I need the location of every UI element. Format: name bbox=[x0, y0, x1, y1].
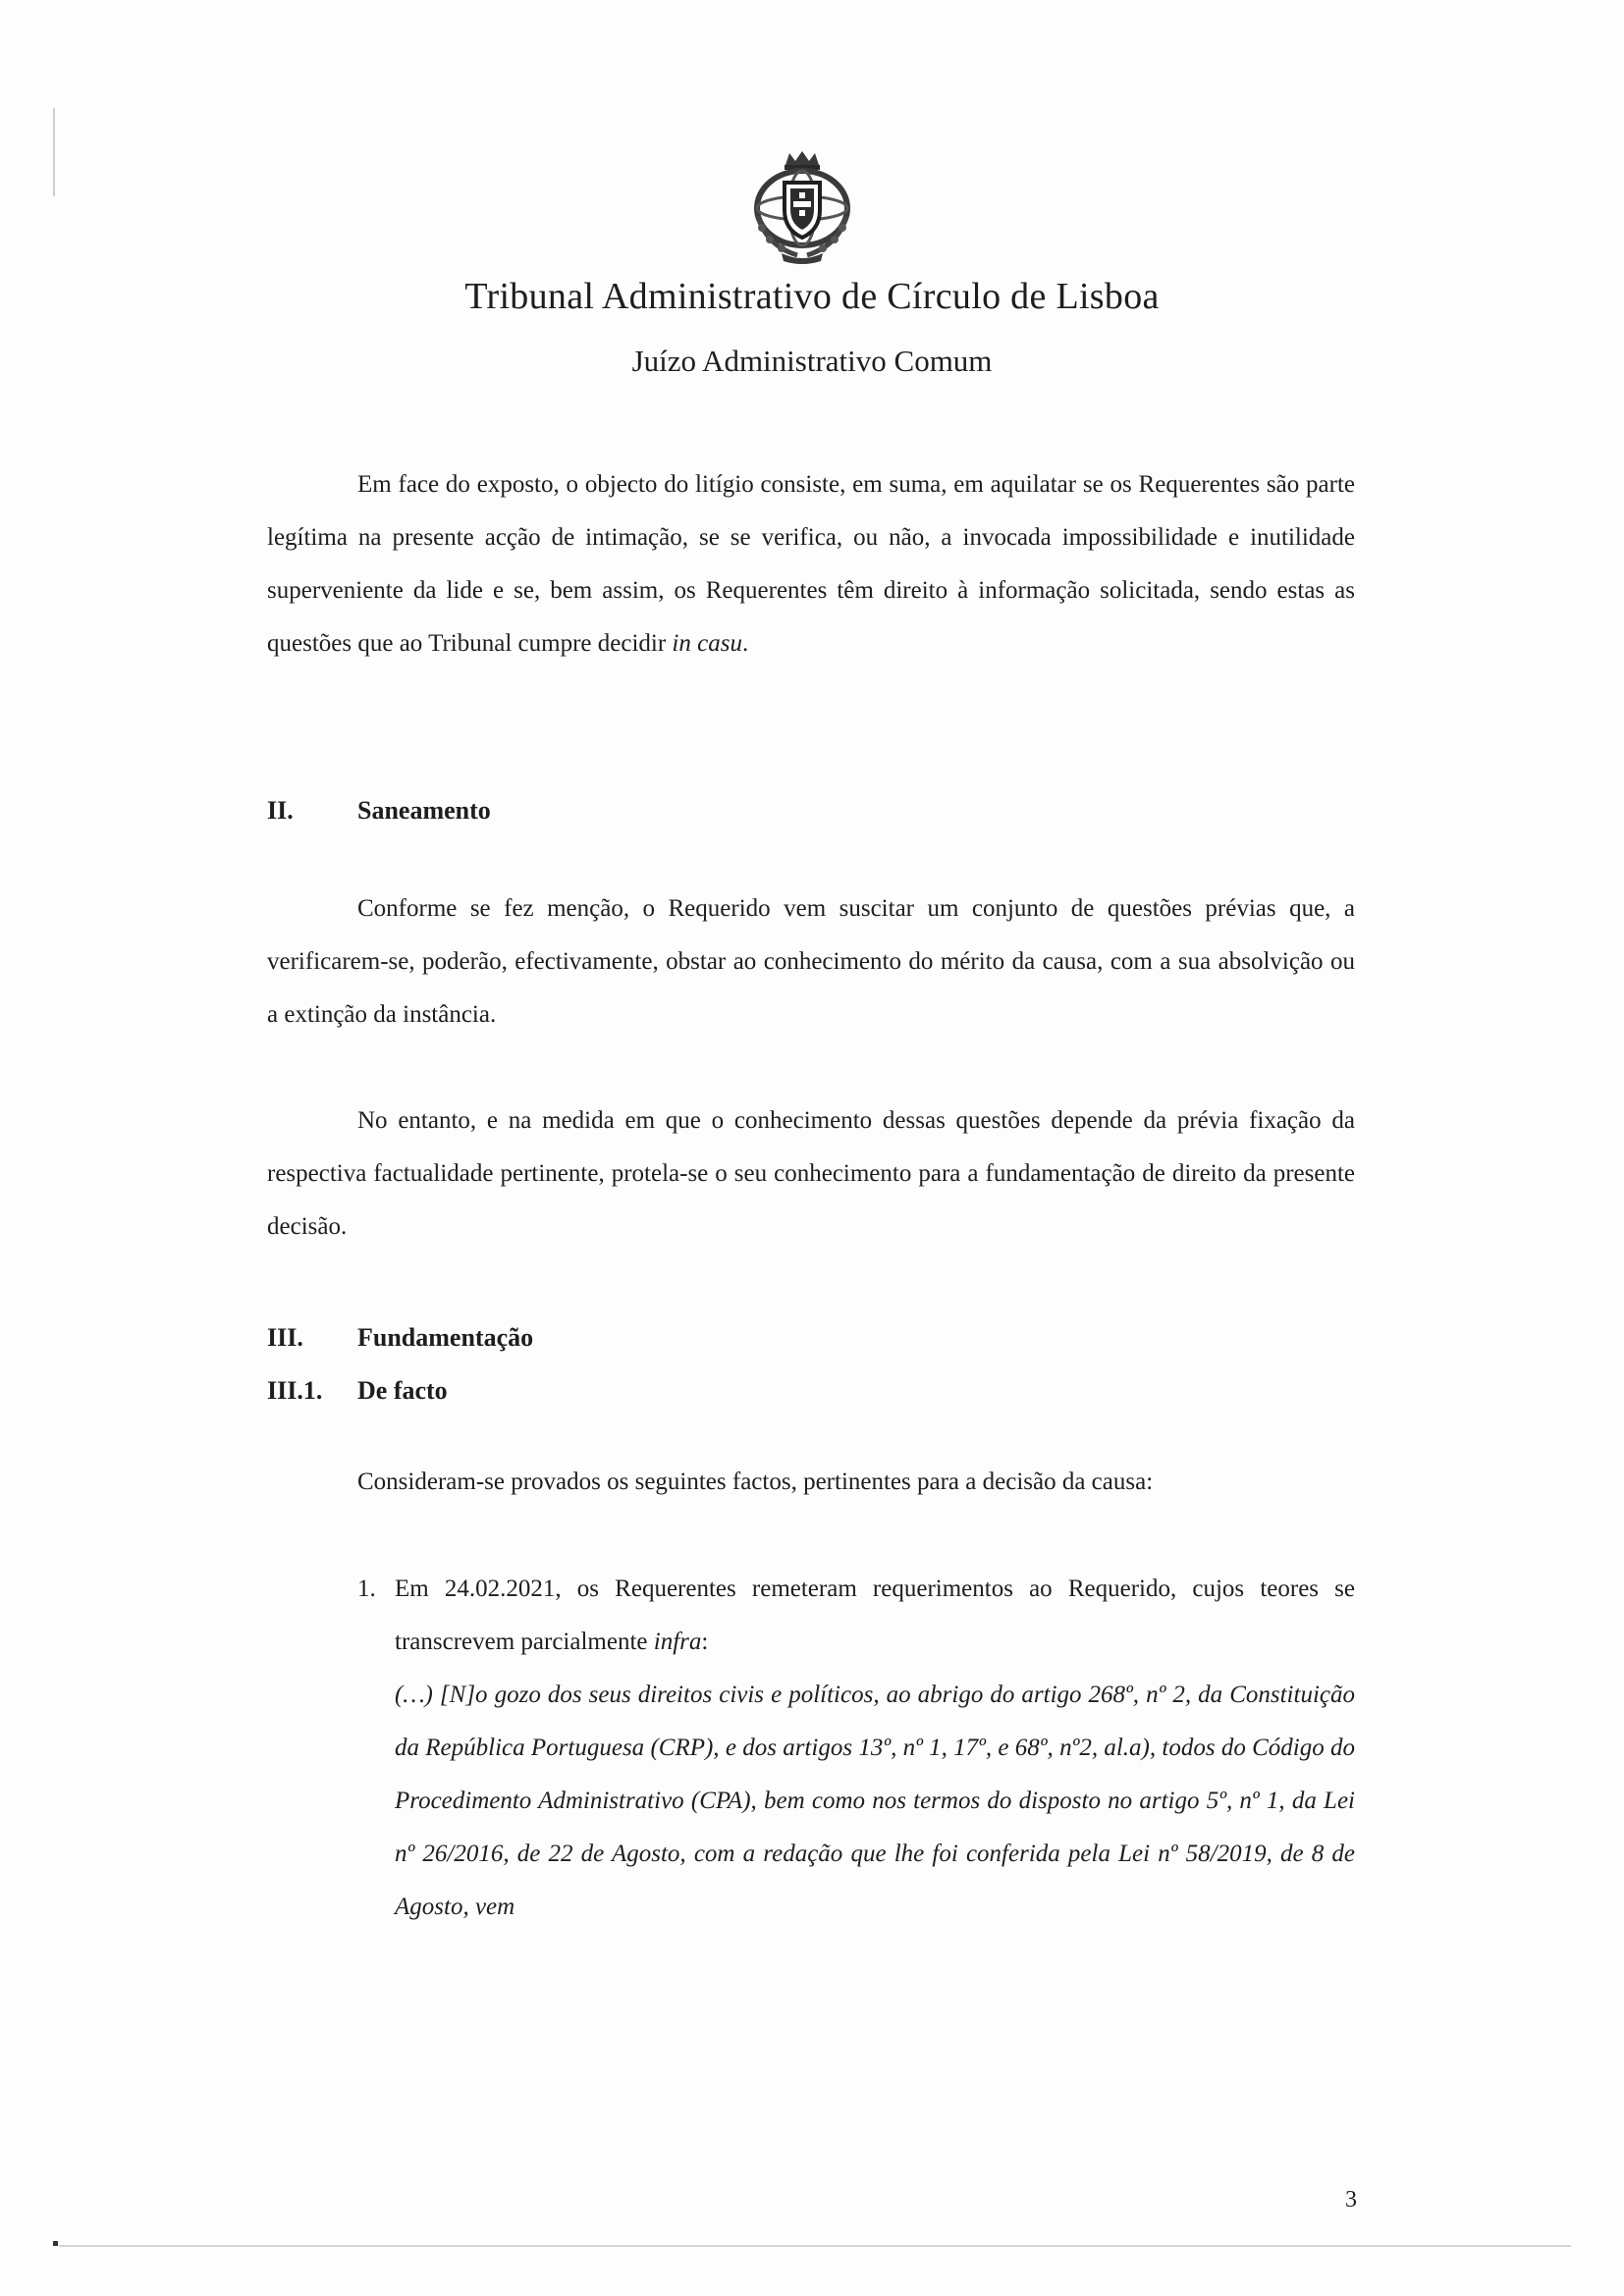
section-iii-title: Fundamentação bbox=[357, 1323, 534, 1352]
section-ii-number: II. bbox=[267, 796, 294, 825]
intro-italic: in casu bbox=[672, 630, 742, 657]
section-ii-paragraph-2-text: No entanto, e na medida em que o conhecimento dessas questões depende da prévia fixação da respectiva factualidade pertinente, protela-se o seu conhecimento para a fundamentação de direito da presente decisão. bbox=[267, 1107, 1355, 1240]
section-iii-1-number: III.1. bbox=[267, 1376, 323, 1405]
court-title: Tribunal Administrativo de Círculo de Lisboa bbox=[464, 276, 1160, 317]
page-number: 3 bbox=[1345, 2187, 1357, 2213]
section-iii-1-title: De facto bbox=[357, 1376, 448, 1405]
section-iii-1-heading bbox=[267, 1371, 448, 1411]
section-ii-heading bbox=[267, 791, 491, 830]
intro-text: Em face do exposto, o objecto do litígio consiste, em suma, em aquilatar se os Requerentes são parte legítima na presente acção de intimação, se se verifica, ou não, a invocada impossibilidade e inutilidade superveniente da lide e se, bem assim, os Requerentes têm direito à informação solicitada, sendo estas as questões que ao Tribunal cumpre decidir bbox=[267, 471, 1355, 657]
scan-edge-left bbox=[53, 108, 55, 196]
section-iii-number: III. bbox=[267, 1323, 303, 1352]
section-ii-paragraph-1 bbox=[267, 882, 1355, 1041]
section-ii-paragraph-2 bbox=[267, 1095, 1355, 1254]
portuguese-coat-of-arms-icon bbox=[738, 147, 866, 265]
intro-end: . bbox=[741, 630, 749, 657]
facts-intro bbox=[267, 1456, 1355, 1509]
section-ii-title: Saneamento bbox=[357, 796, 491, 825]
fact-text: Em 24.02.2021, os Requerentes remeteram requerimentos ao Requerido, cujos teores se transcrevem parcialmente bbox=[395, 1575, 1355, 1655]
scan-mark bbox=[53, 2241, 58, 2246]
intro-paragraph bbox=[267, 458, 1355, 670]
fact-text-end: : bbox=[701, 1629, 709, 1655]
fact-number: 1. bbox=[357, 1575, 376, 1602]
section-iii-heading bbox=[267, 1318, 533, 1358]
scan-edge-bottom bbox=[59, 2245, 1571, 2247]
fact-quote: (…) [N]o gozo dos seus direitos civis e políticos, ao abrigo do artigo 268º, nº 2, da Constituição da República Portuguesa (CRP), e dos artigos 13º, nº 1, 17º, e 68º, nº2, al.a), todos do Código do Procedimento Administrativo (CPA), bem como nos termos do disposto no artigo 5º, nº 1, da Lei nº 26/2016, de 22 de Agosto, com a redação que lhe foi conferida pela Lei nº 58/2019, de 8 de Agosto, vem bbox=[395, 1682, 1355, 1920]
fact-item-text bbox=[395, 1563, 1355, 1669]
fact-italic: infra bbox=[653, 1629, 702, 1655]
facts-intro-text: Consideram-se provados os seguintes factos, pertinentes para a decisão da causa: bbox=[357, 1468, 1154, 1495]
section-ii-paragraph-1-text: Conforme se fez menção, o Requerido vem suscitar um conjunto de questões prévias que, a verificarem-se, poderão, efectivamente, obstar ao conhecimento do mérito da causa, com a sua absolvição ou a extinção da instância. bbox=[267, 895, 1355, 1028]
court-division: Juízo Administrativo Comum bbox=[631, 344, 993, 378]
